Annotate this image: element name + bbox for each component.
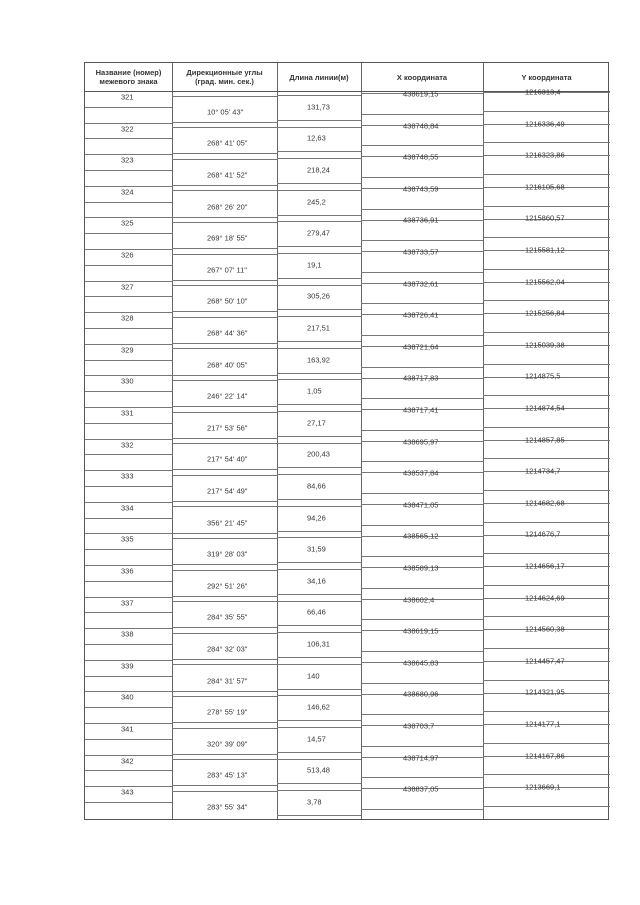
- row-divider: [361, 145, 483, 146]
- y-coordinate: 1214875,5: [525, 371, 561, 381]
- row-divider: [361, 272, 483, 273]
- y-coordinate: 1214734,7: [525, 466, 561, 476]
- row-divider: [172, 759, 277, 760]
- row-divider: [85, 770, 172, 771]
- direction-angle: 217° 54' 49": [207, 486, 248, 496]
- row-divider: [361, 430, 483, 431]
- point-name: 325: [121, 218, 134, 228]
- x-coordinate: 438732,61: [403, 279, 439, 289]
- row-divider: [483, 111, 610, 112]
- row-divider: [172, 596, 277, 597]
- point-name: 331: [121, 408, 134, 418]
- row-divider: [361, 398, 483, 399]
- direction-angle: 217° 54' 40": [207, 454, 248, 464]
- row-divider: [277, 443, 361, 444]
- row-divider: [277, 158, 361, 159]
- row-divider: [277, 474, 361, 475]
- row-divider: [172, 538, 277, 539]
- x-coordinate: 438695,97: [403, 437, 439, 447]
- line-length: 131,73: [307, 102, 330, 112]
- direction-angle: 267° 07' 11": [207, 265, 247, 275]
- line-length: 146,62: [307, 702, 330, 712]
- row-divider: [277, 127, 361, 128]
- row-divider: [85, 296, 172, 297]
- row-divider: [361, 114, 483, 115]
- point-name: 321: [121, 92, 134, 102]
- header-length: Длина линии(м): [289, 72, 349, 82]
- header-name: [85, 63, 172, 91]
- row-divider: [172, 317, 277, 318]
- row-divider: [483, 237, 610, 238]
- x-coordinate: 438748,84: [403, 121, 439, 131]
- row-divider: [277, 815, 361, 816]
- row-divider: [172, 754, 277, 755]
- row-divider: [277, 689, 361, 690]
- row-divider: [172, 533, 277, 534]
- row-divider: [361, 493, 483, 494]
- x-coordinate: 438680,96: [403, 689, 439, 699]
- row-divider: [361, 683, 483, 684]
- line-length: 31,59: [307, 544, 326, 554]
- row-divider: [277, 695, 361, 696]
- header-angle-line1: Дирекционные углы: [186, 68, 263, 77]
- row-divider: [483, 300, 610, 301]
- row-divider: [85, 423, 172, 424]
- direction-angle: 284° 32' 03": [207, 644, 248, 654]
- row-divider: [85, 233, 172, 234]
- row-divider: [361, 525, 483, 526]
- row-divider: [277, 625, 361, 626]
- row-divider: [483, 490, 610, 491]
- direction-angle: 319° 28' 03": [207, 549, 248, 559]
- row-divider: [172, 375, 277, 376]
- row-divider: [172, 127, 277, 128]
- row-divider: [361, 714, 483, 715]
- row-divider: [172, 438, 277, 439]
- row-divider: [277, 411, 361, 412]
- row-divider: [172, 280, 277, 281]
- line-length: 19,1: [307, 260, 322, 270]
- row-divider: [172, 96, 277, 97]
- point-name: 336: [121, 566, 134, 576]
- line-length: 305,26: [307, 291, 330, 301]
- row-divider: [361, 619, 483, 620]
- line-length: 27,17: [307, 418, 326, 428]
- row-divider: [483, 395, 610, 396]
- y-coordinate: 1214321,95: [525, 687, 565, 697]
- y-coordinate: 1215860,57: [525, 213, 565, 223]
- row-divider: [85, 360, 172, 361]
- row-divider: [172, 380, 277, 381]
- row-divider: [172, 185, 277, 186]
- point-name: 330: [121, 376, 134, 386]
- row-divider: [172, 728, 277, 729]
- point-name: 337: [121, 598, 134, 608]
- row-divider: [483, 774, 610, 775]
- row-divider: [172, 691, 277, 692]
- y-coordinate: 1215562,04: [525, 277, 565, 287]
- row-divider: [361, 240, 483, 241]
- x-coordinate: 438721,64: [403, 342, 439, 352]
- row-divider: [483, 427, 610, 428]
- row-divider: [85, 676, 172, 677]
- y-coordinate: 1214457,47: [525, 656, 565, 666]
- row-divider: [85, 549, 172, 550]
- line-length: 66,46: [307, 607, 326, 617]
- y-coordinate: 1214682,68: [525, 498, 565, 508]
- row-divider: [277, 309, 361, 310]
- row-divider: [172, 153, 277, 154]
- point-name: 329: [121, 345, 134, 355]
- direction-angle: 284° 35' 55": [207, 612, 248, 622]
- x-coordinate: 438736,91: [403, 215, 439, 225]
- row-divider: [85, 518, 172, 519]
- coordinates-table: [84, 62, 609, 820]
- row-divider: [277, 285, 361, 286]
- row-divider: [277, 632, 361, 633]
- row-divider: [277, 341, 361, 342]
- row-divider: [172, 570, 277, 571]
- row-divider: [277, 215, 361, 216]
- row-divider: [172, 412, 277, 413]
- row-divider: [85, 739, 172, 740]
- y-coordinate: 1214874,54: [525, 403, 565, 413]
- row-divider: [483, 680, 610, 681]
- point-name: 338: [121, 629, 134, 639]
- row-divider: [483, 364, 610, 365]
- row-divider: [277, 790, 361, 791]
- row-divider: [172, 190, 277, 191]
- row-divider: [277, 569, 361, 570]
- x-coordinate: 438717,41: [403, 405, 439, 415]
- row-divider: [172, 222, 277, 223]
- row-divider: [483, 522, 610, 523]
- row-divider: [172, 627, 277, 628]
- row-divider: [172, 348, 277, 349]
- line-length: 140: [307, 671, 320, 681]
- x-coordinate: 438619,15: [403, 626, 439, 636]
- row-divider: [172, 343, 277, 344]
- row-divider: [277, 221, 361, 222]
- row-divider: [483, 206, 610, 207]
- row-divider: [277, 506, 361, 507]
- row-divider: [361, 461, 483, 462]
- row-divider: [483, 648, 610, 649]
- column-divider: [483, 63, 484, 819]
- row-divider: [277, 190, 361, 191]
- row-divider: [277, 601, 361, 602]
- row-divider: [277, 759, 361, 760]
- row-divider: [361, 303, 483, 304]
- row-divider: [172, 248, 277, 249]
- direction-angle: 268° 44' 36": [207, 328, 248, 338]
- point-name: 322: [121, 124, 134, 134]
- row-divider: [483, 711, 610, 712]
- direction-angle: 283° 55' 34": [207, 802, 248, 812]
- column-divider: [277, 63, 278, 819]
- direction-angle: 284° 31' 57": [207, 676, 248, 686]
- row-divider: [85, 391, 172, 392]
- point-name: 327: [121, 282, 134, 292]
- row-divider: [277, 752, 361, 753]
- header-name-line2: межевого знака: [99, 77, 158, 86]
- line-length: 1,05: [307, 386, 322, 396]
- row-divider: [277, 373, 361, 374]
- row-divider: [172, 696, 277, 697]
- direction-angle: 268° 40' 05": [207, 360, 248, 370]
- row-divider: [361, 588, 483, 589]
- row-divider: [277, 537, 361, 538]
- row-divider: [277, 657, 361, 658]
- line-length: 200,43: [307, 449, 330, 459]
- row-divider: [277, 727, 361, 728]
- direction-angle: 268° 26' 20": [207, 202, 248, 212]
- row-divider: [361, 209, 483, 210]
- row-divider: [172, 722, 277, 723]
- row-divider: [85, 265, 172, 266]
- row-divider: [277, 278, 361, 279]
- row-divider: [483, 269, 610, 270]
- direction-angle: 217° 53' 56": [207, 423, 248, 433]
- x-coordinate: 438748,55: [403, 152, 439, 162]
- row-divider: [361, 335, 483, 336]
- row-divider: [277, 531, 361, 532]
- y-coordinate: 1214656,17: [525, 561, 565, 571]
- line-length: 513,48: [307, 765, 330, 775]
- x-coordinate: 438537,84: [403, 468, 439, 478]
- x-coordinate: 438602,4: [403, 595, 435, 605]
- line-length: 84,66: [307, 481, 326, 491]
- row-divider: [277, 316, 361, 317]
- row-divider: [361, 177, 483, 178]
- x-coordinate: 438717,83: [403, 373, 439, 383]
- row-divider: [277, 664, 361, 665]
- header-angle-line2: (град. мин. сек.): [195, 77, 254, 86]
- y-coordinate: 1214624,69: [525, 593, 565, 603]
- row-divider: [483, 585, 610, 586]
- x-coordinate: 438726,41: [403, 310, 439, 320]
- row-divider: [361, 556, 483, 557]
- row-divider: [172, 664, 277, 665]
- row-divider: [277, 436, 361, 437]
- y-coordinate: 1215581,12: [525, 245, 565, 255]
- y-coordinate: 1214177,1: [525, 719, 561, 729]
- point-name: 323: [121, 155, 134, 165]
- x-coordinate: 438703,7: [403, 721, 435, 731]
- line-length: 217,51: [307, 323, 330, 333]
- row-divider: [172, 475, 277, 476]
- point-name: 340: [121, 692, 134, 702]
- point-name: 334: [121, 503, 134, 513]
- row-divider: [172, 311, 277, 312]
- row-divider: [172, 159, 277, 160]
- row-divider: [277, 720, 361, 721]
- column-divider: [172, 63, 173, 819]
- point-name: 341: [121, 724, 134, 734]
- row-divider: [277, 95, 361, 96]
- x-coordinate: 438619,15: [403, 89, 439, 99]
- row-divider: [361, 367, 483, 368]
- row-divider: [277, 348, 361, 349]
- row-divider: [85, 138, 172, 139]
- row-divider: [172, 254, 277, 255]
- row-divider: [172, 443, 277, 444]
- line-length: 34,16: [307, 576, 326, 586]
- row-divider: [483, 174, 610, 175]
- point-name: 328: [121, 313, 134, 323]
- row-divider: [483, 332, 610, 333]
- row-divider: [277, 183, 361, 184]
- row-divider: [85, 454, 172, 455]
- row-divider: [85, 328, 172, 329]
- line-length: 279,47: [307, 228, 330, 238]
- row-divider: [172, 122, 277, 123]
- row-divider: [483, 458, 610, 459]
- direction-angle: 292° 51' 26": [207, 581, 248, 591]
- direction-angle: 283° 45' 13": [207, 770, 248, 780]
- direction-angle: 269° 18' 55": [207, 233, 248, 243]
- y-coordinate: 1216336,49: [525, 119, 565, 129]
- y-coordinate: 1215256,84: [525, 308, 565, 318]
- row-divider: [85, 107, 172, 108]
- row-divider: [172, 501, 277, 502]
- header-y: Y координата: [521, 72, 572, 82]
- row-divider: [85, 486, 172, 487]
- line-length: 94,26: [307, 513, 326, 523]
- row-divider: [361, 651, 483, 652]
- y-coordinate: 1214167,86: [525, 751, 565, 761]
- line-length: 106,31: [307, 639, 330, 649]
- line-length: 163,92: [307, 355, 330, 365]
- row-divider: [483, 743, 610, 744]
- y-coordinate: 1215039,38: [525, 340, 565, 350]
- row-divider: [277, 151, 361, 152]
- row-divider: [172, 506, 277, 507]
- row-divider: [277, 499, 361, 500]
- row-divider: [277, 783, 361, 784]
- x-coordinate: 438743,59: [403, 184, 439, 194]
- row-divider: [85, 170, 172, 171]
- line-length: 3,78: [307, 797, 322, 807]
- point-name: 333: [121, 471, 134, 481]
- row-divider: [172, 285, 277, 286]
- row-divider: [277, 404, 361, 405]
- point-name: 335: [121, 534, 134, 544]
- header-angle: [172, 63, 277, 91]
- x-coordinate: 438714,97: [403, 753, 439, 763]
- direction-angle: 278° 55' 19": [207, 707, 248, 717]
- row-divider: [277, 379, 361, 380]
- row-divider: [85, 707, 172, 708]
- line-length: 12,63: [307, 133, 326, 143]
- x-coordinate: 438565,12: [403, 531, 439, 541]
- y-coordinate: 1213669,1: [525, 782, 561, 792]
- direction-angle: 246° 22' 14": [207, 391, 248, 401]
- row-divider: [277, 594, 361, 595]
- row-divider: [277, 562, 361, 563]
- row-divider: [85, 802, 172, 803]
- row-divider: [172, 785, 277, 786]
- row-divider: [483, 616, 610, 617]
- row-divider: [361, 777, 483, 778]
- row-divider: [483, 553, 610, 554]
- y-coordinate: 1214560,38: [525, 624, 565, 634]
- point-name: 324: [121, 187, 134, 197]
- row-divider: [277, 253, 361, 254]
- x-coordinate: 438471,05: [403, 500, 439, 510]
- x-coordinate: 438589,13: [403, 563, 439, 573]
- y-coordinate: 1216323,86: [525, 150, 565, 160]
- row-divider: [172, 564, 277, 565]
- direction-angle: 268° 50' 10": [207, 296, 248, 306]
- point-name: 342: [121, 756, 134, 766]
- row-divider: [277, 246, 361, 247]
- x-coordinate: 438645,83: [403, 658, 439, 668]
- row-divider: [85, 612, 172, 613]
- row-divider: [172, 659, 277, 660]
- point-name: 339: [121, 661, 134, 671]
- row-divider: [85, 202, 172, 203]
- point-name: 343: [121, 787, 134, 797]
- row-divider: [172, 601, 277, 602]
- direction-angle: 268° 41' 05": [207, 138, 248, 148]
- row-divider: [277, 120, 361, 121]
- line-length: 14,57: [307, 734, 326, 744]
- point-name: 332: [121, 440, 134, 450]
- y-coordinate: 1216105,68: [525, 182, 565, 192]
- row-divider: [85, 581, 172, 582]
- y-coordinate: 1214857,85: [525, 435, 565, 445]
- point-name: 326: [121, 250, 134, 260]
- row-divider: [483, 142, 610, 143]
- row-divider: [172, 633, 277, 634]
- row-divider: [172, 406, 277, 407]
- line-length: 218,24: [307, 165, 330, 175]
- row-divider: [361, 809, 483, 810]
- row-divider: [172, 791, 277, 792]
- direction-angle: 320° 39' 09": [207, 739, 248, 749]
- row-divider: [172, 217, 277, 218]
- header-name-line1: Название (номер): [95, 68, 162, 77]
- direction-angle: 268° 41' 52": [207, 170, 248, 180]
- x-coordinate: 438733,57: [403, 247, 439, 257]
- row-divider: [361, 746, 483, 747]
- header-x: X координата: [396, 72, 448, 82]
- x-coordinate: 438837,05: [403, 784, 439, 794]
- y-coordinate: 1216313,4: [525, 87, 561, 97]
- direction-angle: 10° 05' 43": [207, 107, 244, 117]
- row-divider: [277, 467, 361, 468]
- row-divider: [483, 806, 610, 807]
- line-length: 245,2: [307, 197, 326, 207]
- row-divider: [85, 644, 172, 645]
- direction-angle: 356° 21' 45": [207, 518, 248, 528]
- row-divider: [172, 469, 277, 470]
- y-coordinate: 1214676,7: [525, 529, 561, 539]
